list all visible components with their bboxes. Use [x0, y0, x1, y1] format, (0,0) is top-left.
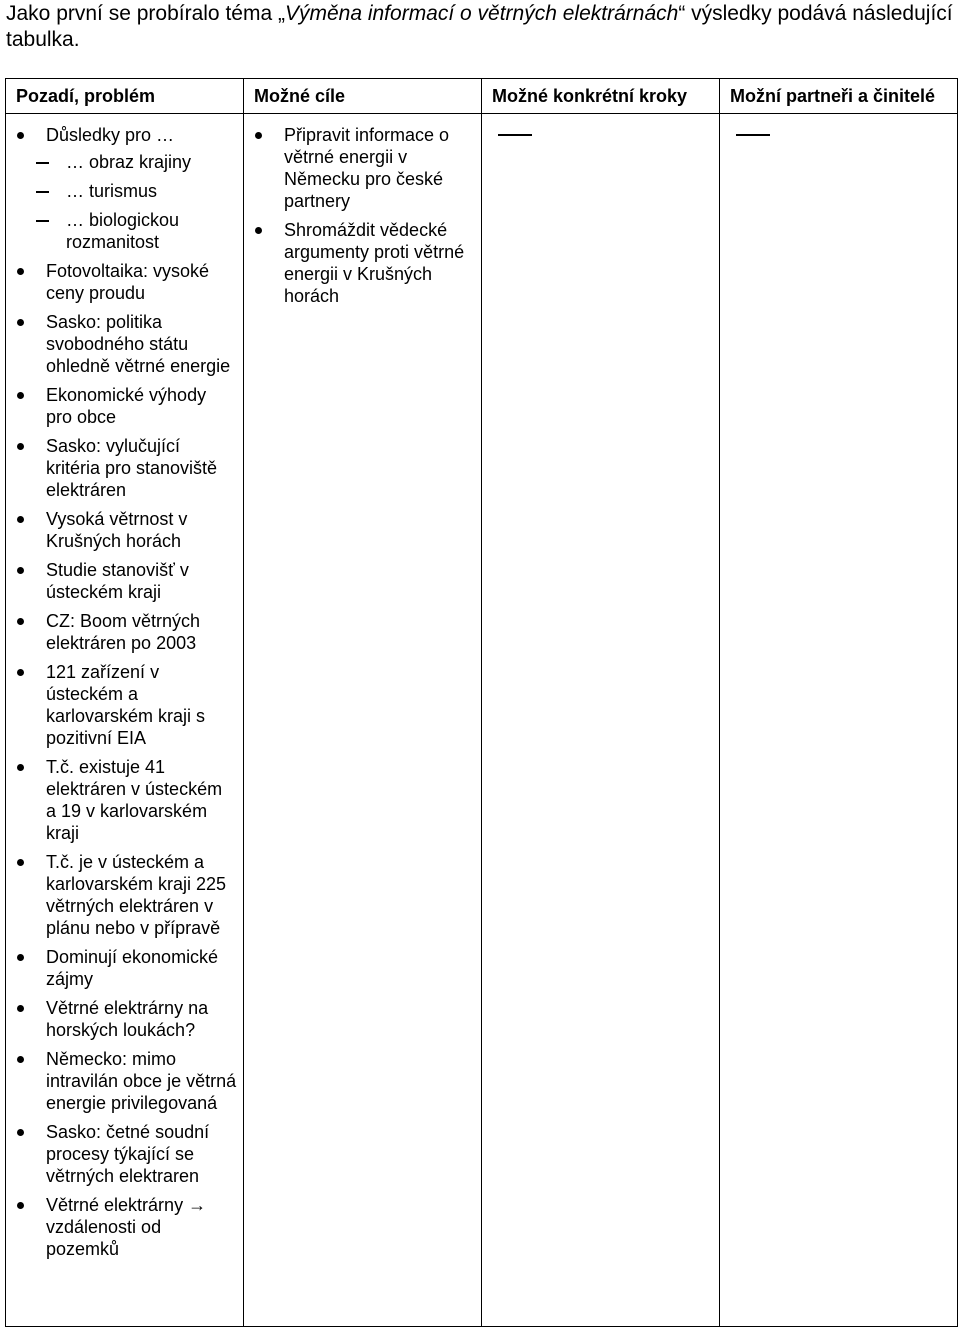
consequences-sublist	[46, 151, 237, 253]
header-row	[6, 79, 958, 114]
list-item: Větrné elektrárny → vzdálenosti od pozemků	[6, 1194, 243, 1260]
header-background: Pozadí, problém	[6, 79, 244, 114]
background-list	[6, 114, 243, 1260]
list-item: Shromáždit vědecké argumenty proti větrné energii v Krušných horách	[244, 219, 481, 307]
list-item: Fotovoltaika: vysoké ceny proudu	[6, 260, 243, 304]
sub-list-item: … obraz krajiny	[36, 151, 237, 173]
intro-paragraph	[6, 1, 956, 53]
goals-list	[244, 114, 481, 307]
list-item: Dominují ekonomické zájmy	[6, 946, 243, 990]
list-item: Sasko: politika svobodného státu ohledně větrné energie	[6, 311, 243, 377]
list-item: Studie stanovišť v ústeckém kraji	[6, 559, 243, 603]
cell-partners	[720, 114, 958, 1327]
list-item: T.č. existuje 41 elektráren v ústeckém a 19 v karlovarském kraji	[6, 756, 243, 844]
list-item: Ekonomické výhody pro obce	[6, 384, 243, 428]
intro-text-end: “ výsledky podává následující tabulka.	[6, 2, 953, 51]
results-table	[5, 78, 958, 1327]
list-item: Vysoká větrnost v Krušných horách	[6, 508, 243, 552]
intro-topic: Výměna informací o větrných elektrárnách	[284, 2, 679, 25]
empty-dash	[498, 134, 532, 136]
intro-text-start: Jako první se probíralo téma „	[6, 2, 285, 25]
header-partners: Možní partneři a činitelé	[720, 79, 958, 114]
list-item: CZ: Boom větrných elektráren po 2003	[6, 610, 243, 654]
empty-dash	[736, 134, 770, 136]
header-goals: Možné cíle	[244, 79, 482, 114]
list-item: Sasko: četné soudní procesy týkající se větrných elektraren	[6, 1121, 243, 1187]
list-item: Větrné elektrárny na horských loukách?	[6, 997, 243, 1041]
list-item: Sasko: vylučující kritéria pro stanoviště elektráren	[6, 435, 243, 501]
cell-steps	[482, 114, 720, 1327]
sub-list-item: … turismus	[36, 180, 237, 202]
list-item: Připravit informace o větrné energii v Německu pro české partnery	[244, 124, 481, 212]
sub-list-item: … biologickou rozmanitost	[36, 209, 237, 253]
header-steps: Možné konkrétní kroky	[482, 79, 720, 114]
content-row	[6, 114, 958, 1327]
list-item: 121 zařízení v ústeckém a karlovarském kraji s pozitivní EIA	[6, 661, 243, 749]
consequences-label: Důsledky pro …	[46, 125, 175, 145]
list-item	[6, 124, 243, 253]
list-item: Německo: mimo intravilán obce je větrná energie privilegovaná	[6, 1048, 243, 1114]
cell-background	[6, 114, 244, 1327]
cell-goals	[244, 114, 482, 1327]
list-item: T.č. je v ústeckém a karlovarském kraji 225 větrných elektráren v plánu nebo v přípravě	[6, 851, 243, 939]
